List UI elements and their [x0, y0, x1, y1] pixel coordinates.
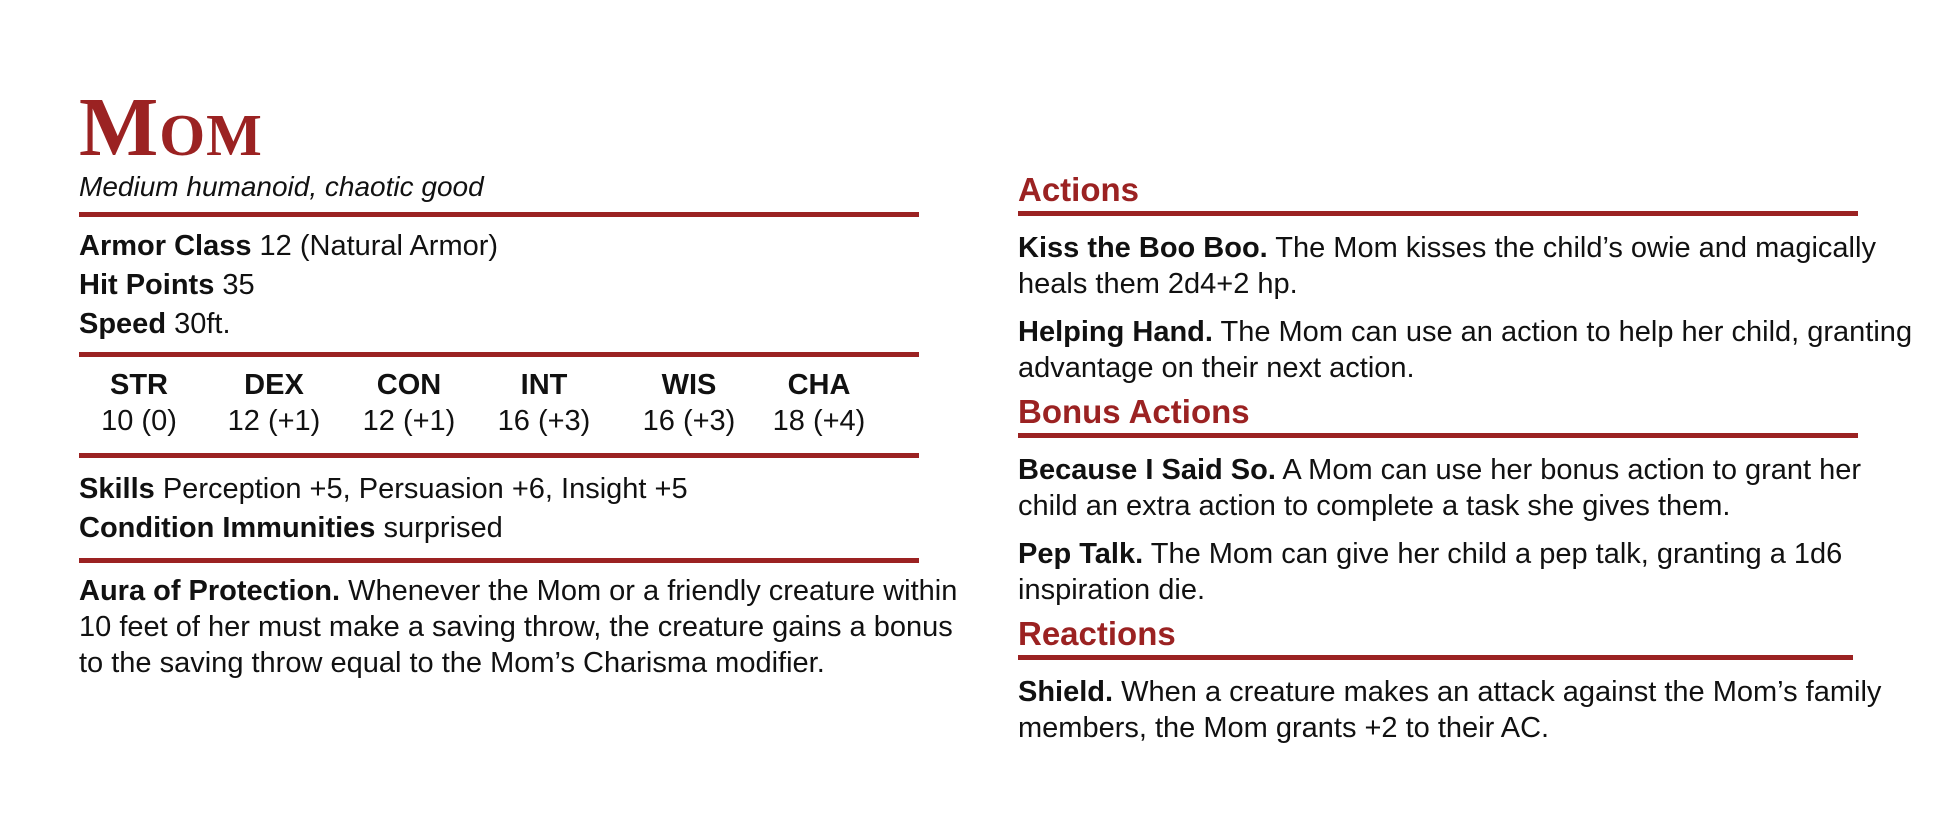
condition-immunities-line [79, 509, 979, 548]
section-title-reactions: Reactions [1018, 615, 1176, 652]
speed-value: 30ft. [174, 308, 231, 340]
divider [1018, 655, 1853, 660]
entry-name: Shield. [1018, 676, 1114, 708]
ability-str [79, 367, 199, 439]
divider [1018, 211, 1858, 216]
ability-name: CON [376, 369, 442, 401]
stat-block-left [79, 81, 979, 681]
trait-aura-of-protection [79, 573, 979, 681]
ability-cha [759, 367, 879, 439]
creature-subtitle: Medium humanoid, chaotic good [79, 171, 484, 202]
ability-scores [79, 367, 919, 439]
condition-immunities-label: Condition Immunities [79, 512, 376, 544]
hit-points-value: 35 [222, 269, 255, 301]
action-entry [1018, 230, 1918, 302]
ability-score: 10 (0) [101, 405, 177, 437]
entry-name: Pep Talk. [1018, 538, 1144, 570]
trait-name: Aura of Protection. [79, 575, 341, 607]
divider [79, 558, 919, 563]
ability-name: STR [110, 369, 168, 401]
trait-text: Whenever the Mom or a friendly creature within 10 feet of her must make a saving throw, the creature gains a bonus to the saving throw equal to the Mom’s Charisma modifier. [79, 575, 958, 679]
entry-name: Because I Said So. [1018, 454, 1276, 486]
armor-class-line [79, 227, 979, 266]
ability-score: 12 (+1) [227, 405, 321, 437]
ability-int [469, 367, 619, 439]
speed-line [79, 305, 979, 344]
entry-name: Kiss the Boo Boo. [1018, 232, 1268, 264]
divider [79, 453, 919, 458]
entry-text: The Mom can use an action to help her child, granting advantage on their next action. [1018, 316, 1913, 384]
ability-wis [619, 367, 759, 439]
ability-score: 16 (+3) [642, 405, 736, 437]
creature-name: Mom [79, 81, 263, 174]
ability-score: 12 (+1) [362, 405, 456, 437]
hit-points-label: Hit Points [79, 269, 215, 301]
skills-value: Perception +5, Persuasion +6, Insight +5 [162, 473, 688, 505]
ability-score: 16 (+3) [497, 405, 591, 437]
action-entry [1018, 314, 1918, 386]
armor-class-label: Armor Class [79, 230, 252, 262]
divider [79, 212, 919, 217]
divider [79, 352, 919, 357]
stat-block-right [1018, 170, 1918, 746]
entry-text: When a creature makes an attack against the Mom’s family members, the Mom grants +2 to their AC. [1018, 676, 1882, 744]
ability-name: DEX [244, 369, 304, 401]
section-title-bonus-actions: Bonus Actions [1018, 393, 1250, 430]
ability-name: CHA [787, 369, 851, 401]
speed-label: Speed [79, 308, 167, 340]
basic-stats [79, 227, 979, 344]
details [79, 470, 979, 548]
entry-text: The Mom kisses the child’s owie and magically heals them 2d4+2 hp. [1018, 232, 1876, 300]
entry-name: Helping Hand. [1018, 316, 1213, 348]
bonus-action-entry [1018, 536, 1918, 608]
entry-text: A Mom can use her bonus action to grant her child an extra action to complete a task she gives them. [1018, 454, 1862, 522]
condition-immunities-value: surprised [383, 512, 503, 544]
ability-con [349, 367, 469, 439]
hit-points-line [79, 266, 979, 305]
ability-dex [199, 367, 349, 439]
armor-class-value: 12 (Natural Armor) [259, 230, 499, 262]
entry-text: The Mom can give her child a pep talk, granting a 1d6 inspiration die. [1018, 538, 1843, 606]
reaction-entry [1018, 674, 1918, 746]
skills-line [79, 470, 979, 509]
ability-name: INT [520, 369, 568, 401]
ability-score: 18 (+4) [772, 405, 866, 437]
divider [1018, 433, 1858, 438]
skills-label: Skills [79, 473, 155, 505]
section-title-actions: Actions [1018, 171, 1140, 208]
bonus-action-entry [1018, 452, 1918, 524]
ability-name: WIS [661, 369, 717, 401]
